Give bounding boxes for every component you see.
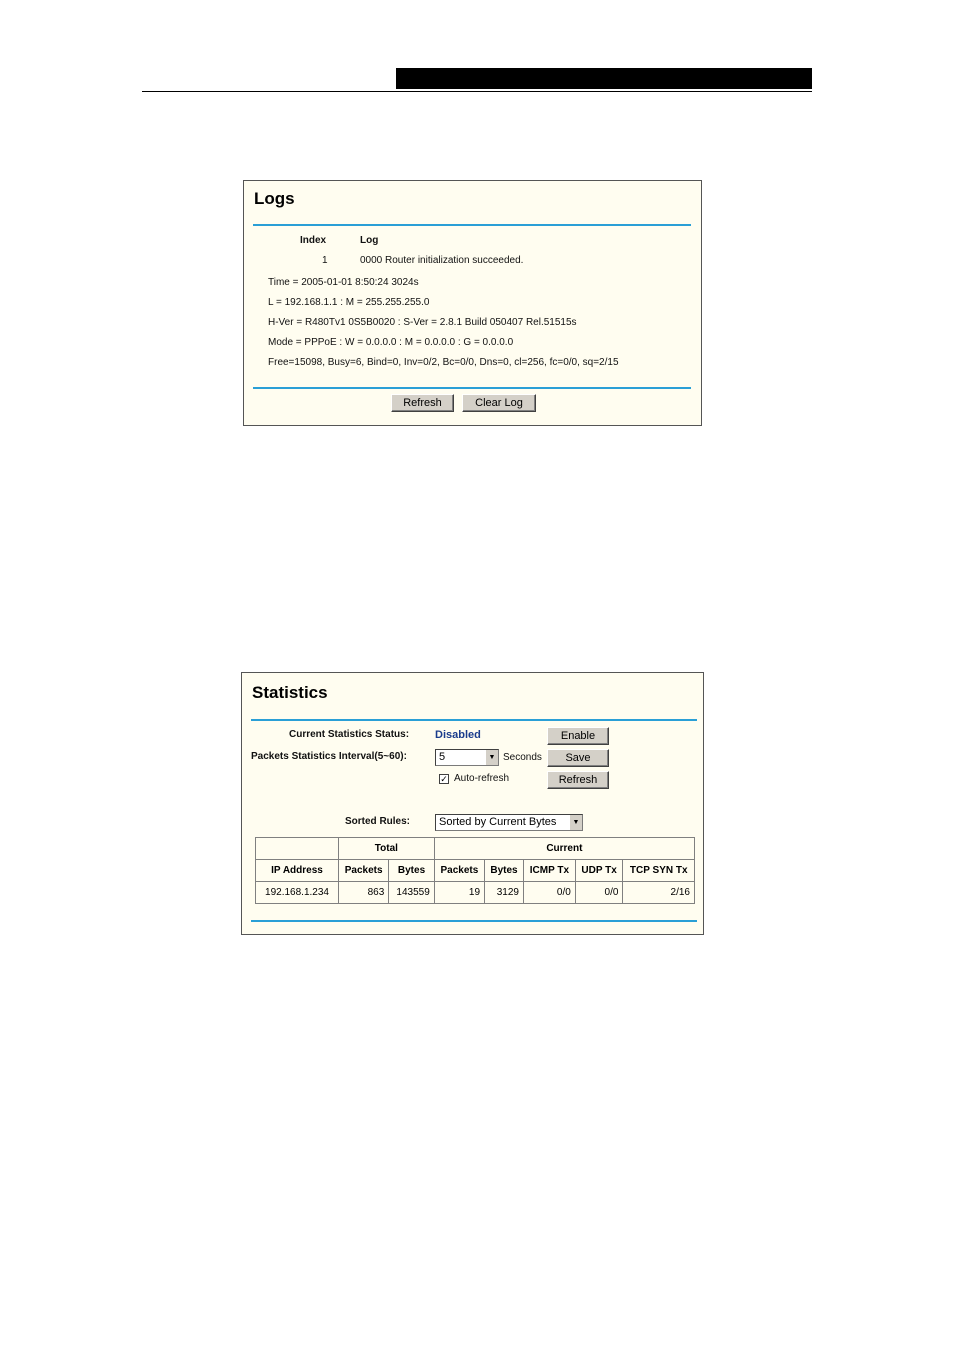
log-entry-text: 0000 Router initialization succeeded. xyxy=(360,255,524,266)
header-rule xyxy=(142,91,812,92)
sorted-rules-value: Sorted by Current Bytes xyxy=(439,816,557,828)
chevron-down-icon: ▼ xyxy=(485,750,498,765)
table-row xyxy=(256,882,695,904)
log-line-mode: Mode = PPPoE : W = 0.0.0.0 : M = 0.0.0.0 : G = 0.0.0.0 xyxy=(268,337,514,348)
log-entry-index: 1 xyxy=(322,255,328,266)
sorted-rules-label: Sorted Rules: xyxy=(345,816,411,827)
cell-udp-tx: 0/0 xyxy=(575,882,623,904)
statistics-title: Statistics xyxy=(252,683,328,702)
cell-current-bytes: 3129 xyxy=(485,882,524,904)
auto-refresh-checkbox[interactable] xyxy=(439,774,449,784)
header-tcp-syn-tx: TCP SYN Tx xyxy=(623,860,695,882)
header-udp-tx: UDP Tx xyxy=(575,860,623,882)
statistics-title-divider xyxy=(251,719,697,721)
logs-bottom-divider xyxy=(253,387,691,389)
cell-icmp-tx: 0/0 xyxy=(523,882,575,904)
save-button[interactable]: Save xyxy=(547,749,609,767)
stats-refresh-button[interactable]: Refresh xyxy=(547,771,609,789)
auto-refresh-label: Auto-refresh xyxy=(454,773,510,784)
cell-tcp-syn-tx: 2/16 xyxy=(623,882,695,904)
logs-title-divider xyxy=(253,224,691,226)
cell-current-packets: 19 xyxy=(434,882,484,904)
interval-select[interactable] xyxy=(435,749,499,766)
interval-label: Packets Statistics Interval(5~60): xyxy=(251,751,407,762)
cell-ip-address: 192.168.1.234 xyxy=(256,882,339,904)
log-line-version: H-Ver = R480Tv1 0S5B0020 : S-Ver = 2.8.1 Build 050407 Rel.51515s xyxy=(268,317,577,328)
group-current: Current xyxy=(434,838,694,860)
statistics-table xyxy=(255,837,695,904)
table-header-row xyxy=(256,860,695,882)
header-icmp-tx: ICMP Tx xyxy=(523,860,575,882)
logs-title: Logs xyxy=(254,189,295,208)
logs-col-log: Log xyxy=(360,235,379,246)
seconds-label: Seconds xyxy=(503,752,542,763)
interval-value: 5 xyxy=(439,751,446,763)
logs-refresh-button[interactable]: Refresh xyxy=(391,394,454,412)
cell-total-packets: 863 xyxy=(339,882,389,904)
clear-log-button[interactable]: Clear Log xyxy=(462,394,536,412)
header-total-bytes: Bytes xyxy=(389,860,435,882)
group-empty-cell xyxy=(256,838,339,860)
status-label: Current Statistics Status: xyxy=(289,729,410,740)
table-group-header-row xyxy=(256,838,695,860)
group-total: Total xyxy=(339,838,435,860)
header-ip-address: IP Address xyxy=(256,860,339,882)
header-total-packets: Packets xyxy=(339,860,389,882)
cell-total-bytes: 143559 xyxy=(389,882,435,904)
statistics-bottom-divider xyxy=(251,920,697,922)
log-line-memory: Free=15098, Busy=6, Bind=0, Inv=0/2, Bc=0/0, Dns=0, cl=256, fc=0/0, sq=2/15 xyxy=(268,357,619,368)
chevron-down-icon: ▼ xyxy=(569,815,582,830)
header-current-bytes: Bytes xyxy=(485,860,524,882)
header-bar xyxy=(396,68,812,89)
header-current-packets: Packets xyxy=(434,860,484,882)
logs-panel xyxy=(243,180,702,426)
log-line-time: Time = 2005-01-01 8:50:24 3024s xyxy=(268,277,419,288)
logs-col-index: Index xyxy=(300,235,327,246)
sorted-rules-select[interactable] xyxy=(435,814,583,831)
statistics-panel xyxy=(241,672,704,935)
log-line-lan: L = 192.168.1.1 : M = 255.255.255.0 xyxy=(268,297,430,308)
check-icon: ✓ xyxy=(440,774,448,784)
enable-button[interactable]: Enable xyxy=(547,727,609,745)
status-value: Disabled xyxy=(435,729,481,741)
